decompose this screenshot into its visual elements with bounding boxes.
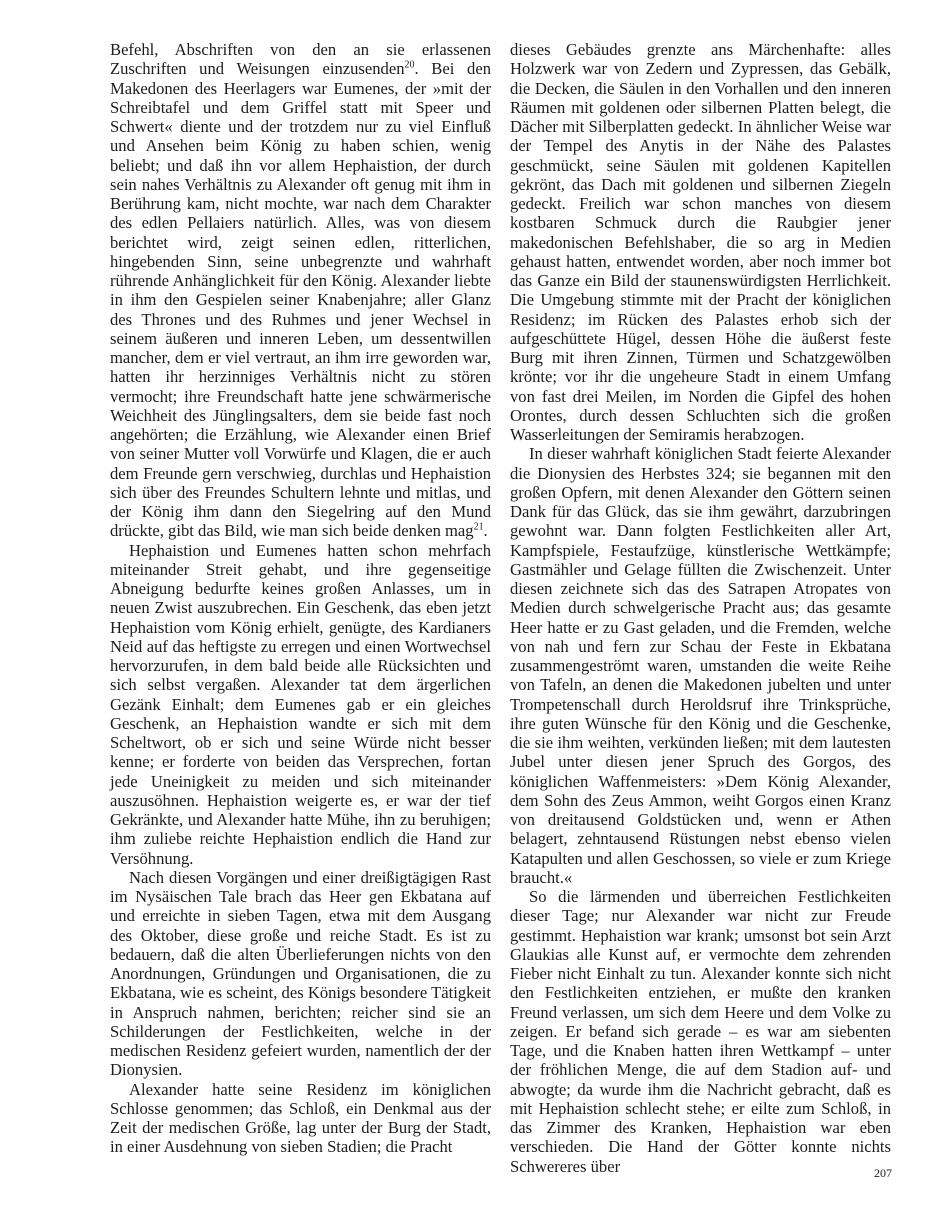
paragraph-left-1	[110, 40, 491, 541]
footnote-marker-21: 21	[473, 521, 484, 533]
paragraph-right-3: So die lärmenden und überreichen Festlichkeiten dieser Tage; nur Alexander war nicht zur Freude gestimmt. Hephaistion war krank; umsonst bot sein Arzt Glaukias alle Kunst auf, er vermochte dem zehrenden Fieber nicht Einhalt zu tun. Alexander konnte sich nicht den Festlichkeiten entziehen, er mußte den kranken Freund verlassen, um sich dem Heere und dem Volke zu zeigen. Er befand sich gerade – es war am siebenten Tage, und die Knaben hatten ihren Wettkampf – unter der fröhlichen Menge, die auf dem Stadion auf- und abwogte; da wurde ihm die Nachricht gebracht, daß es mit Hephaistion schlecht stehe; er eilte zum Schloß, in das Zimmer des Kranken, Hephaistion war eben verschieden. Die Hand der Götter konnte nichts Schwereres über	[510, 887, 891, 1176]
left-column	[110, 40, 491, 1157]
paragraph-right-2: In dieser wahrhaft königlichen Stadt feierte Alexander die Dionysien des Herbstes 324; sie begannen mit den großen Opfern, mit denen Alexander den Göttern seinen Dank für das Glück, das sie ihm gewährt, darzubringen gewohnt war. Dann folgten Festlichkeiten aller Art, Kampfspiele, Festaufzüge, künstlerische Wettkämpfe; Gastmähler und Gelage füllten die Zwischenzeit. Unter diesen zeichnete sich das des Satrapen Atropates von Medien durch schwelgerische Pracht aus; das gesamte Heer hatte er zu Gast geladen, und die Fremden, welche von nah und fern zur Schau der Feste in Ekbatana zusammengeströmt waren, umstanden die weite Reihe von Tafeln, an denen die Makedonen jubelten und unter Trompetenschall durch Heroldsruf ihre Trinksprüche, ihre guten Wünsche für den König und die Geschenke, die sie ihm weihten, verkünden ließen; mit dem lautesten Jubel unter diesen jener Spruch des Gorgos, des königlichen Waffenmeisters: »Dem König Alexander, dem Sohn des Zeus Ammon, weiht Gorgos einen Kranz von dreitausend Goldstücken und, wenn er Athen belagert, zehntausend Rüstungen nebst ebenso vielen Katapulten und allen Geschossen, so viele er zum Kriege braucht.«	[510, 444, 891, 887]
paragraph-text: .	[483, 521, 488, 541]
right-column	[510, 40, 891, 1176]
paragraph-left-2: Hephaistion und Eumenes hatten schon mehrfach miteinander Streit gehabt, und ihre gegenseitige Abneigung bedurfte keines großen Anlasses, um in neuen Zwist auszubrechen. Ein Geschenk, das eben jetzt Hephaistion vom König erhielt, genügte, des Kardianers Neid auf das heftigste zu erregen und einen Wortwechsel hervorzurufen, in dem bald beide alle Rücksichten und sich selbst vergaßen. Alexander tat dem ärgerlichen Gezänk Einhalt; dem Eumenes gab er ein gleiches Geschenk, an Hephaistion wandte er sich mit dem Scheltwort, ob er sich und seine Würde nicht besser kenne; er forderte von beiden das Versprechen, fortan jede Uneinigkeit zu meiden und sich miteinander auszusöhnen. Hephaistion weigerte es, er war der tief Gekränkte, und Alexander hatte Mühe, ihn zu beruhigen; ihm zuliebe reichte Hephaistion endlich die Hand zur Versöhnung.	[110, 540, 491, 868]
paragraph-right-1: dieses Gebäudes grenzte ans Märchenhafte: alles Holzwerk war von Zedern und Zypressen, das Gebälk, die Decken, die Säulen in den Vorhallen und den inneren Räumen mit goldenen oder silbernen Platten belegt, die Dächer mit Silberplatten gedeckt. In ähnlicher Weise war der Tempel des Anytis in der Nähe des Palastes geschmückt, seine Säulen mit goldenen Kapitellen gekrönt, das Dach mit goldenen und silbernen Ziegeln gedeckt. Freilich war schon manches von diesem kostbaren Schmuck durch die Raubgier jener makedonischen Befehlshaber, die so arg in Medien gehaust hatten, entwendet worden, aber noch immer bot das Ganze ein Bild der staunenswürdigsten Herrlichkeit. Die Umgebung stimmte mit der Pracht der königlichen Residenz; im Rücken des Palastes erhob sich der aufgeschüttete Hügel, dessen Höhe die äußerst feste Burg mit ihren Zinnen, Türmen und Schatzgewölben krönte; vor ihr die ungeheure Stadt in einem Umfang von fast drei Meilen, im Norden die Gipfel des hohen Orontes, durch dessen Schluchten sich die großen Wasserleitungen der Semiramis herabzogen.	[510, 40, 891, 444]
paragraph-left-4: Alexander hatte seine Residenz im königlichen Schlosse genommen; das Schloß, ein Denkmal aus der Zeit der medischen Größe, lag unter der Burg der Stadt, in einer Ausdehnung von sieben Stadien; die Pracht	[110, 1079, 491, 1157]
paragraph-text: . Bei den Makedonen des Heerlagers war Eumenes, der »mit der Schreibtafel und dem Griffel statt mit Speer und Schwert« diente und der trotzdem nur zu viel Einfluß und Ansehen beim König zu haben schien, wenig beliebt; und daß ihn vor allem Hephaistion, der durch sein nahes Verhältnis zu Alexander oft genug mit ihm in Berührung kam, nicht mochte, war nach dem Charakter des edlen Pellaiers natürlich. Alles, was von diesem berichtet wird, zeigt seinen edlen, ritterlichen, hingebenden Sinn, seine unbegrenzte und wahrhaft rührende Anhänglichkeit für den König. Alexander liebte in ihm den Gespielen seiner Knabenjahre; aller Glanz des Thrones und des Ruhmes und jener Wechsel in seinem äußeren und inneren Leben, um dessentwillen mancher, dem er viel vertraut, an ihm irre geworden war, hatten ihr herzinniges Verhältnis nicht zu stören vermocht; ihre Freundschaft hatte jene schwärmerische Weichheit des Jünglingsalters, dem sie beide fast noch angehörten; die Erzählung, wie Alexander einen Brief von seiner Mutter voll Vorwürfe und Klagen, die er auch dem Freunde gern verschwieg, durchlas und Hephaistion sich über des Freundes Schultern lehnte und mitlas, und der König ihm dann den Siegelring auf den Mund drückte, gibt das Bild, wie man sich beide denken mag	[110, 59, 491, 541]
paragraph-text: Befehl, Abschriften von den an sie erlassenen Zuschriften und Weisungen einzusenden	[110, 40, 491, 79]
paragraph-left-3: Nach diesen Vorgängen und einer dreißigtägigen Rast im Nysäischen Tale brach das Heer gen Ekbatana auf und erreichte in sieben Tagen, etwa mit dem Ausgang des Oktober, diese große und reiche Stadt. Es ist zu bedauern, daß die alten Überlieferungen nichts von den Anordnungen, Gründungen und Organisationen, die zu Ekbatana, wie es scheint, des Königs besondere Tätigkeit in Anspruch nahmen, berichten; reicher sind sie an Schilderungen der Festlichkeiten, welche in der medischen Residenz gefeiert wurden, namentlich der der Dionysien.	[110, 867, 491, 1080]
page-number: 207	[874, 1166, 892, 1180]
footnote-marker-20: 20	[404, 59, 415, 71]
